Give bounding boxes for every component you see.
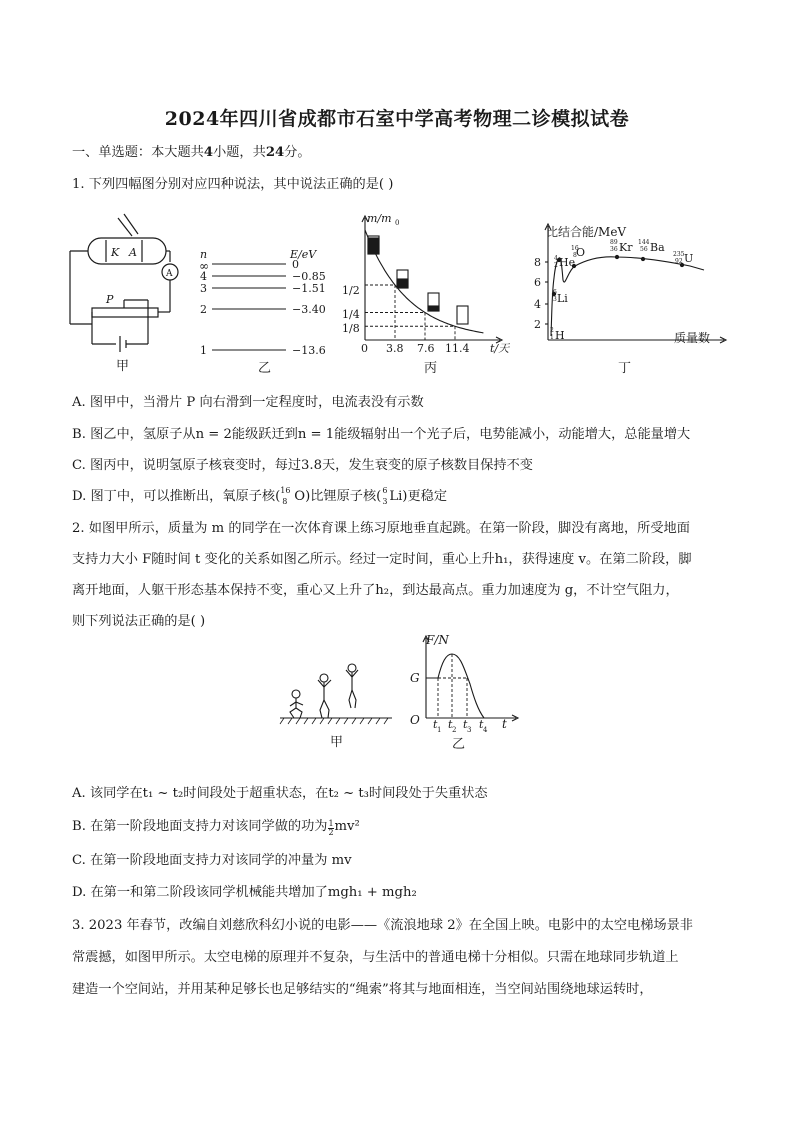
light-ray	[124, 214, 138, 234]
svg-text:56: 56	[640, 246, 648, 253]
svg-text:−1.51: −1.51	[292, 282, 326, 295]
t1-tick	[433, 718, 441, 734]
sample-jar-4	[457, 306, 468, 324]
svg-text:1: 1	[200, 344, 207, 357]
n-label: n	[200, 248, 208, 261]
svg-text:Kr: Kr	[619, 241, 633, 254]
svg-text:3: 3	[200, 282, 207, 295]
q2-stem-line-2: 支持力大小 F随时间 t 变化的关系如图乙所示。经过一定时间，重心上升h₁，获得速度 v。在第二阶段，脚	[72, 552, 692, 567]
svg-text:Ba: Ba	[650, 241, 665, 254]
ding-ylabel: 比结合能/MeV	[546, 225, 627, 239]
svg-text:−0.85: −0.85	[292, 270, 326, 283]
svg-text:8: 8	[534, 256, 541, 269]
label-a-anode: A	[129, 246, 137, 259]
svg-text:7.6: 7.6	[417, 342, 435, 355]
svg-text:6: 6	[534, 276, 541, 289]
phototube	[88, 238, 166, 264]
label-k: K	[111, 246, 120, 259]
q2-stem-line-1: 2. 如图甲所示，质量为 m 的同学在一次体育课上练习原地垂直起跳。在第一阶段，脚没有离地，所受地面	[72, 521, 690, 536]
ytick-eighth: 1/8	[342, 322, 360, 335]
q2-stem-line-3: 离开地面，人躯干形态基本保持不变，重心又上升了h₂，到达最高点。重力加速度为 g，不计空气阻力，	[72, 583, 679, 598]
svg-text:3.8: 3.8	[386, 342, 404, 355]
svg-text:8: 8	[573, 252, 577, 259]
decay-guides	[365, 285, 455, 340]
fig-yi-caption: 乙	[258, 361, 272, 376]
t3-tick	[463, 718, 471, 734]
q1-option-b: B. 图乙中，氢原子从n = 2能级跃迁到n = 1能级辐射出一个光子后，电势能减小，动能增大，总能量增大	[72, 427, 691, 442]
fig-bing-decay-graph	[362, 216, 502, 343]
fig-ding-binding-energy	[545, 224, 726, 343]
svg-text:11.4: 11.4	[445, 342, 470, 355]
q1-option-a: A. 图甲中，当滑片 P 向右滑到一定程度时，电流表没有示数	[72, 395, 424, 410]
fig-jia-caption: 甲	[116, 359, 130, 374]
stick-figure-rising	[318, 674, 331, 718]
svg-text:3: 3	[467, 726, 472, 734]
svg-text:0: 0	[361, 342, 368, 355]
svg-text:t: t	[479, 718, 484, 731]
svg-text:235: 235	[673, 251, 685, 258]
origin-label: O	[410, 713, 420, 727]
svg-text:t: t	[433, 718, 438, 731]
svg-text:t: t	[448, 718, 453, 731]
label-p: P	[106, 293, 114, 306]
section-heading: 一、单选题：本大题共4小题，共24分。	[72, 145, 311, 160]
nuclide-o	[571, 245, 585, 259]
q2-stem-line-4: 则下列说法正确的是( )	[72, 614, 206, 629]
svg-text:6: 6	[553, 289, 557, 296]
nuclide-li	[553, 289, 568, 305]
fig-yi-force-time-graph	[423, 636, 518, 721]
light-ray	[118, 218, 132, 236]
q1-figures	[60, 208, 740, 378]
t2-tick	[448, 718, 456, 734]
svg-text:92: 92	[675, 258, 683, 265]
svg-text:1: 1	[437, 726, 442, 734]
svg-text:2: 2	[200, 303, 207, 316]
svg-text:2: 2	[550, 327, 554, 334]
ytick-quarter: 1/4	[342, 308, 360, 321]
svg-text:16: 16	[571, 245, 579, 252]
svg-text:Li: Li	[557, 292, 568, 305]
q2-figures	[276, 632, 526, 760]
svg-text:He: He	[559, 256, 576, 269]
svg-text:0: 0	[395, 219, 400, 227]
force-curve	[426, 654, 484, 718]
svg-text:4: 4	[534, 298, 541, 311]
svg-text:2: 2	[554, 262, 558, 269]
svg-text:89: 89	[610, 239, 618, 246]
fig-bing-caption: 丙	[424, 361, 438, 376]
svg-text:36: 36	[610, 246, 618, 253]
e-label: E/eV	[290, 248, 317, 261]
svg-text:−13.6: −13.6	[292, 344, 326, 357]
g-label: G	[410, 671, 420, 685]
ding-xlabel: 质量数	[674, 331, 711, 345]
q1-option-c: C. 图丙中，说明氢原子核衰变时，每过3.8天，发生衰变的原子核数目保持不变	[72, 458, 533, 473]
q2-fig-yi-caption: 乙	[452, 737, 466, 752]
svg-text:−3.40: −3.40	[292, 303, 326, 316]
svg-text:0: 0	[292, 258, 299, 271]
svg-text:4: 4	[554, 255, 558, 262]
q3-line-2: 常震撼，如图甲所示。太空电梯的原理并不复杂，与生活中的普通电梯十分相似。只需在地球同步轨道上	[72, 950, 679, 965]
svg-text:3: 3	[553, 296, 557, 303]
stick-figure-crouch	[290, 690, 303, 718]
q2-option-d: D. 在第一和第二阶段该同学机械能共增加了mgh₁ + mgh₂	[72, 885, 417, 900]
svg-text:O: O	[576, 246, 586, 259]
f-axis-label: F/N	[426, 633, 449, 647]
fig-jia-jumping-figures	[280, 664, 392, 724]
svg-text:2: 2	[534, 318, 541, 331]
nuclide-ba	[638, 239, 665, 254]
q2-option-a: A. 该同学在t₁ ~ t₂时间段处于超重状态，在t₂ ~ t₃时间段处于失重状态	[72, 786, 488, 801]
svg-text:U: U	[684, 252, 694, 265]
page-title: 2024年四川省成都市石室中学高考物理二诊模拟试卷	[164, 108, 630, 130]
fig-yi-energy-levels	[212, 264, 286, 350]
svg-text:1: 1	[550, 334, 554, 341]
question-1-stem: 1. 下列四幅图分别对应四种说法，其中说法正确的是( )	[72, 177, 394, 192]
svg-text:4: 4	[483, 726, 488, 734]
svg-text:144: 144	[638, 239, 650, 246]
q1-option-d: D. 图丁中，可以推断出，氧原子核( 16 8 O)比锂原子核( 6 3 Li)更稳定	[72, 486, 448, 506]
q3-line-1: 3. 2023 年春节，改编自刘慈欣科幻小说的电影——《流浪地球 2》在全国上映。电影中的太空电梯场景非	[72, 918, 693, 933]
svg-text:H: H	[555, 329, 565, 342]
nuclide-u	[673, 251, 693, 265]
nuclide-kr	[610, 239, 633, 254]
label-ammeter: A	[166, 269, 173, 279]
t4-tick	[479, 718, 488, 734]
t-axis-label: t	[502, 717, 507, 731]
fig-ding-caption: 丁	[618, 361, 632, 376]
q3-line-3: 建造一个空间站，并用某种足够长也足够结实的“绳索”将其与地面相连，当空间站围绕地球运转时，	[72, 982, 653, 997]
svg-text:4: 4	[200, 270, 207, 283]
bing-ylabel: m/m	[367, 212, 392, 225]
svg-text:∞: ∞	[199, 259, 209, 273]
svg-text:t: t	[463, 718, 468, 731]
stick-figure-airborne	[346, 664, 358, 708]
nuclide-he	[554, 255, 575, 269]
q2-option-c: C. 在第一阶段地面支持力对该同学的冲量为 mv	[72, 853, 352, 868]
q2-option-b: B. 在第一阶段地面支持力对该同学做的功为 $\frac{1}{2}$ mv²	[72, 819, 360, 837]
bing-xlabel: t/天	[490, 342, 510, 355]
fig-jia-photoelectric-circuit	[70, 214, 178, 352]
q2-fig-jia-caption: 甲	[330, 735, 344, 750]
svg-text:2: 2	[452, 726, 457, 734]
ytick-half: 1/2	[342, 284, 360, 297]
nuclide-h	[550, 327, 565, 342]
